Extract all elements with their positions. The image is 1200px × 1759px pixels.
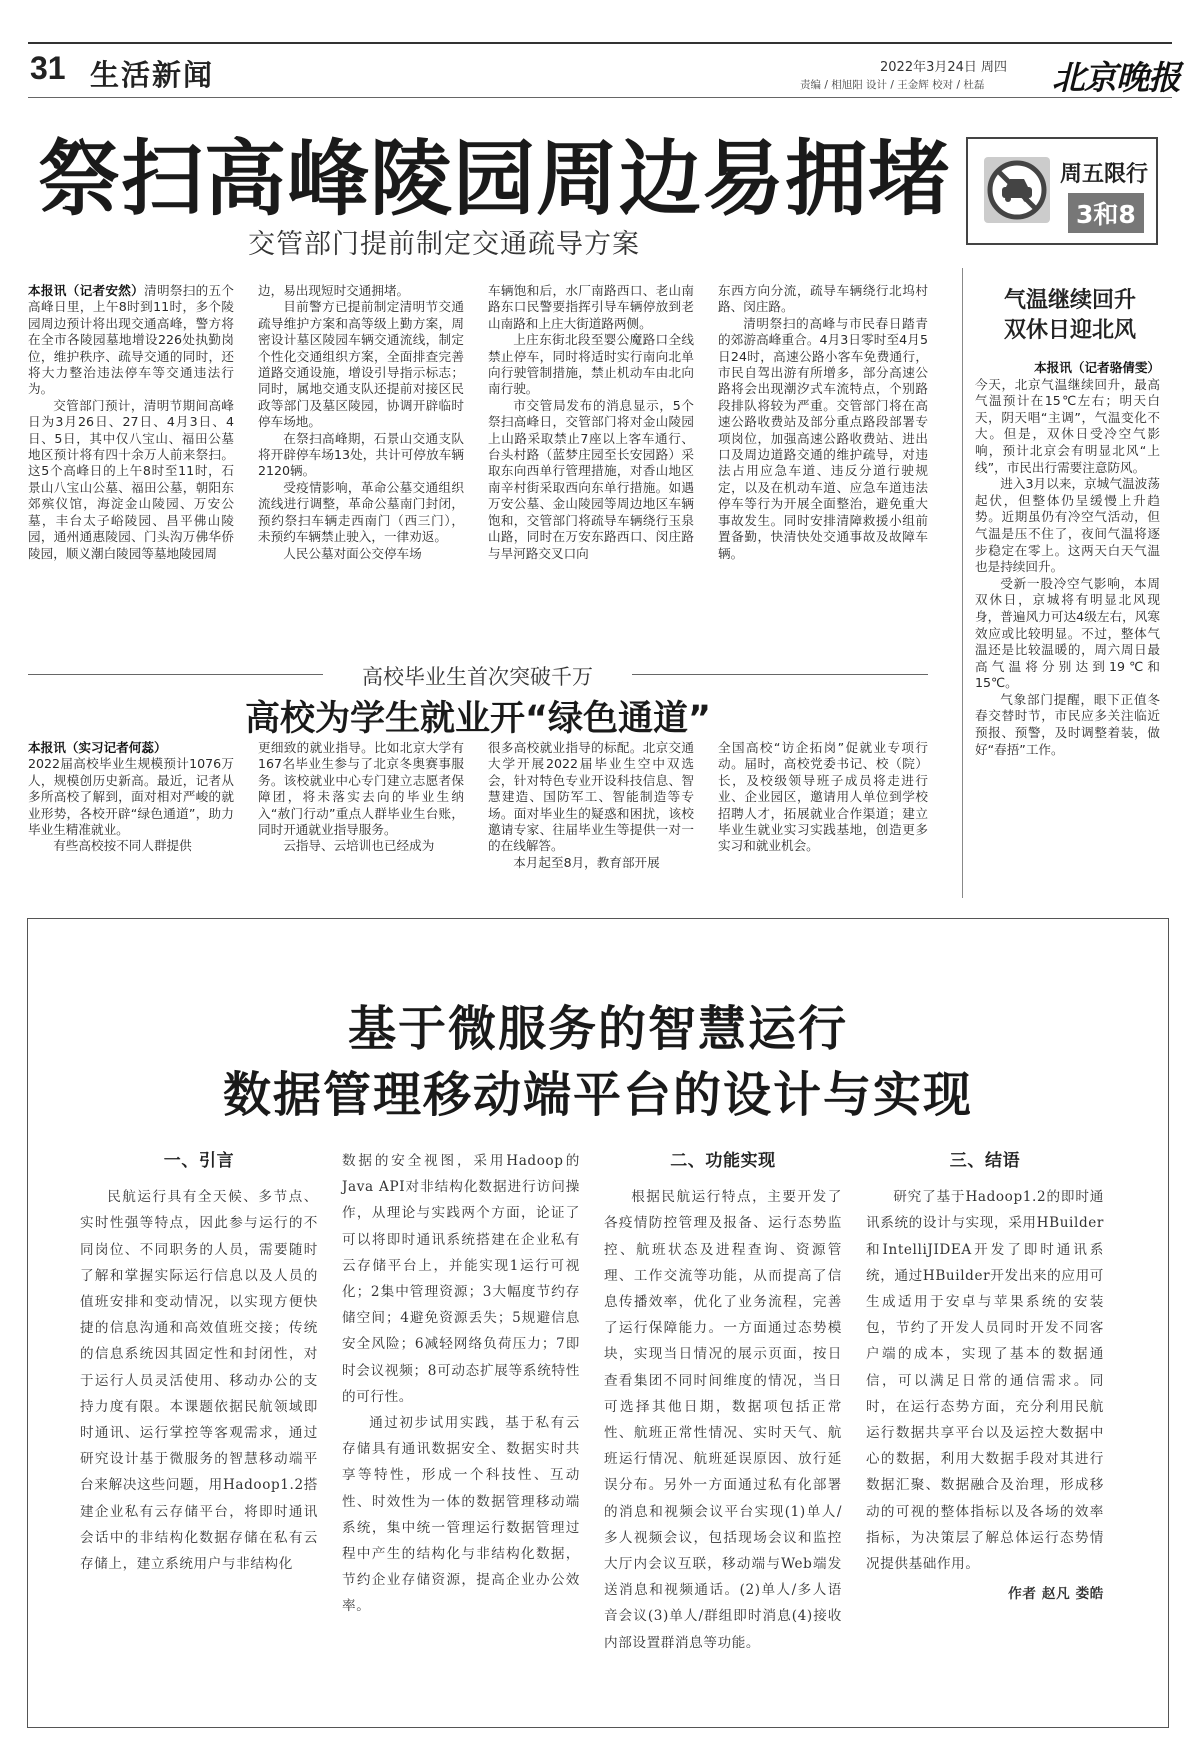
lead-paragraph: 车辆饱和后，水厂南路西口、老山南路东口民警要指挥引导车辆停放到老山南路和上庄大街道路两侧。 <box>488 283 694 331</box>
feature-column-2 <box>342 1148 580 1620</box>
function-heading: 二、功能实现 <box>670 1151 776 1171</box>
lead-paragraph: 人民公墓对面公交停车场 <box>283 545 422 561</box>
lead-paragraph: 东西方向分流，疏导车辆绕行北坞村路、闵庄路。 <box>718 283 928 315</box>
lead-paragraph: 上庄东街北段至婴公魔路口全线禁止停车，同时将适时实行南向北单向行驶管制措施，禁止机动车由北向南行驶。 <box>488 332 694 397</box>
restricted-car-icon <box>984 157 1050 223</box>
lead-paragraph: 交管部门预计，清明节期间高峰日为3月26日、27日、4月3日、4日、5日，其中仅八宝山、福田公墓地区预计将有四十余万人前来祭扫。这5个高峰日的上午8时至11时，石景山八宝山公墓、福田公墓，朝阳东郊殡仪馆，海淀金山陵园、万安公墓，丰台太子峪陵园、昌平佛山陵园，通州通惠陵园、门头沟万佛华侨陵园，顺义潮白陵园等墓地陵园周 <box>28 397 234 561</box>
traffic-restriction-box <box>966 137 1158 245</box>
grad-column-3 <box>488 740 694 871</box>
grad-byline: 本报讯（实习记者何蕊） <box>28 740 167 755</box>
grad-kicker-rule-right <box>632 674 928 675</box>
weather-paragraph: 进入3月以来，京城气温波荡起伏，但整体仍呈缓慢上升趋势。近期虽仍有冷空气活动，但气温是压不住了，夜间气温将逐步稳定在零上。这两天白天气温也是持续回升。 <box>975 476 1160 575</box>
weather-paragraph: 今天，北京气温继续回升，最高气温预计在15℃左右；明天白天，阴天唱“主调”，气温变化不大。但是，双休日受冷空气影响，预计北京会有明显北风“上线”，市民出行需要注意防风。 <box>975 376 1160 475</box>
grad-kicker-rule-left <box>28 674 323 675</box>
lead-paragraph: 受疫情影响，革命公墓交通组织流线进行调整，革命公墓南门封闭，预约祭扫车辆走西南门（西三门），未预约车辆禁止驶入，一律劝返。 <box>258 479 464 545</box>
weather-headline-2: 双休日迎北风 <box>1003 318 1136 343</box>
weather-byline: 本报讯（记者骆倩雯） <box>1034 360 1160 375</box>
feature-paragraph: 根据民航运行特点，主要开发了各疫情防控管理及报备、运行态势监控、航班状态及进程查询、资源管理、工作交流等功能，从而提高了信息传播效率，优化了业务流程，完善了运行保障能力。一方面通过态势模块，实现当日情况的展示页面，按日查看集团不同时间维度的情况，当日可选择其他日期，数据项包括正常性、航班正常性情况、实时天气、航班运行情况、航班延误原因、放行延误分布。另外一方面通过私有化部署的消息和视频会议平台实现(1)单人/多人视频会议，包括现场会议和监控大厅内会议互联，移动端与Web端发送消息和视频通话。(2)单人/多人语音会议(3)单人/群组即时消息(4)接收内部设置群消息等功能。 <box>604 1189 842 1651</box>
grad-paragraph: 全国高校“访企拓岗”促就业专项行动。届时，高校党委书记、校（院）长，及校级领导班子成员将走进行业、企业园区，邀请用人单位到学校招聘人才，拓展就业合作渠道；建立毕业生就业实习实践基地，创造更多实习和就业机会。 <box>718 740 928 854</box>
lead-subhead: 交管部门提前制定交通疏导方案 <box>248 229 640 260</box>
lead-paragraph: 边，易出现短时交通拥堵。 <box>258 283 410 298</box>
weather-paragraph: 气象部门提醒，眼下正值冬春交替时节，市民应多关注临近预报、预警，及时调整着装，做好“春捂”工作。 <box>975 691 1160 757</box>
lead-column-4 <box>718 283 928 562</box>
lead-column-3 <box>488 283 694 562</box>
issue-date: 2022年3月24日 周四 <box>880 60 1008 75</box>
weather-paragraph: 受新一股冷空气影响，本周双休日，京城将有明显北风现身，普遍风力可达4级左右，风寒效应或比较明显。不过，整体气温还是比较温暖的，周六周日最高气温将分别达到19℃和15℃。 <box>975 575 1160 691</box>
staff-credits: 责编 / 相旭阳 设计 / 王金辉 校对 / 杜磊 <box>800 79 985 91</box>
lead-headline: 祭扫高峰陵园周边易拥堵 <box>38 132 952 227</box>
grad-headline: 高校为学生就业开“绿色通道” <box>244 699 711 739</box>
conclusion-heading: 三、结语 <box>949 1151 1021 1171</box>
lead-paragraph: 清明祭扫的高峰与市民春日踏青的郊游高峰重合。4月3日零时至4月5日24时，高速公路小客车免费通行，市民自驾出游有所增多，部分高速公路将会出现潮汐式车流特点，个别路段排队将较为严重。交管部门将在高速公路收费站及部分重点路段部署专项岗位，加强高速公路收费站、进出口及周边道路交通的维护疏导，对违法占用应急车道、违反分道行驶规定，以及在机动车道、应急车道违法停车等行为开展全面整治，避免重大事故发生。同时安排清障救援小组前置备勤，快清快处交通事故及故障车辆。 <box>718 315 928 561</box>
newspaper-logo: 北京晚报 <box>1052 58 1180 97</box>
restriction-numbers: 3和8 <box>1068 193 1144 233</box>
lead-column-1 <box>28 283 234 562</box>
grad-paragraph: 2022届高校毕业生规模预计1076万人，规模创历史新高。最近，记者从多所高校了解到，面对相对严峻的就业形势，各校开辟“绿色通道”，助力毕业生精准就业。 <box>28 756 234 838</box>
restriction-title: 周五限行 <box>1060 162 1149 187</box>
feature-column-1 <box>80 1148 318 1577</box>
feature-paragraph: 通过初步试用实践，基于私有云存储具有通讯数据安全、数据实时共享等特性，形成一个科技性、互动性、时效性为一体的数据管理移动端系统，集中统一管理运行数据管理过程中产生的结构化与非结构化数据，节约企业存储资源，提高企业办公效率。 <box>342 1415 580 1615</box>
grad-paragraph: 很多高校就业指导的标配。北京交通大学开展2022届毕业生空中双选会，针对特色专业开设科技信息、智慧建造、国防军工、智能制造等专场。面对毕业生的疑惑和困扰，该校邀请专家、往届毕业生等提供一对一的在线解答。 <box>488 740 694 854</box>
feature-paragraph: 民航运行具有全天候、多节点、实时性强等特点，因此参与运行的不同岗位、不同职务的人员，需要随时了解和掌握实际运行信息以及人员的值班安排和变动情况，以实现方便快捷的信息沟通和高效值班交接；传统的信息系统因其固定性和封闭性，对于运行人员灵活使用、移动办公的支持力度有限。本课题依据民航领域即时通讯、运行掌控等客观需求，通过研究设计基于微服务的智慧移动端平台来解决这些问题，用Hadoop1.2搭建企业私有云存储平台，将即时通讯会话中的非结构化数据存储在私有云存储上，建立系统用户与非结构化 <box>80 1189 318 1573</box>
weather-divider <box>962 268 963 898</box>
feature-column-3 <box>604 1148 842 1656</box>
section-name: 生活新闻 <box>90 58 215 92</box>
grad-column-2 <box>258 740 464 855</box>
grad-paragraph: 云指导、云培训也已经成为 <box>283 838 435 854</box>
lead-paragraph: 市交管局发布的消息显示，5个祭扫高峰日，交管部门将对金山陵园上山路采取禁止7座以上客车通行、台头村路（蓝梦庄园至长安园路）采取东向西单行管理措施，对香山地区南辛村街采取西向东单行措施。如遇万安公墓、金山陵园等周边地区车辆饱和，交管部门将疏导车辆绕行玉泉山路，同时在万安东路西口、闵庄路与旱河路交叉口向 <box>488 397 694 561</box>
feature-paragraph: 研究了基于Hadoop1.2的即时通讯系统的设计与实现，采用HBuilder和IntelliJIDEA开发了即时通讯系统，通过HBuilder开发出来的应用可生成适用于安卓与苹果系统的安装包，节约了开发人员同时开发不同客户端的成本，实现了基本的数据通信，可以满足日常的通信需求。同时，在运行态势方面，充分利用民航运行数据共享平台以及运控大数据中心的数据，利用大数据手段对其进行数据汇聚、数据融合及治理，形成移动的可视的整体指标以及各场的效率指标，为决策层了解总体运行态势情况提供基础作用。 <box>866 1189 1104 1573</box>
feature-author: 作者 赵凡 娄皓 <box>1008 1586 1104 1603</box>
lead-paragraph: 清明祭扫的五个高峰日里，上午8时到11时，多个陵园周边预计将出现交通高峰，警方将在全市各陵园墓地增设226处执勤岗位，维护秩序、疏导交通的同时，还将大力整治违法停车等交通违法行为。 <box>28 283 235 397</box>
lead-byline: 本报讯（记者安然） <box>28 283 145 298</box>
feature-paragraph: 数据的安全视图，采用Hadoop的Java API对非结构化数据进行访问操作，从理论与实践两个方面，论证了可以将即时通讯系统搭建在企业私有云存储平台上，并能实现1运行可视化；2集中管理资源；3大幅度节约存储空间；4避免资源丢失；5规避信息安全风险；6减轻网络负荷压力；7即时会议视频；8可动态扩展等系统特性的可行性。 <box>342 1153 580 1405</box>
weather-headline-1: 气温继续回升 <box>1003 288 1136 313</box>
page-number: 31 <box>30 50 66 86</box>
grad-paragraph: 更细致的就业指导。比如北京大学有167名毕业生参与了北京冬奥赛事服务。该校就业中心专门建立志愿者保障团，将未落实去向的毕业生纳入“赦门行动”重点人群毕业生台账，同时开通就业指导服务。 <box>258 740 464 838</box>
grad-paragraph: 有些高校按不同人群提供 <box>53 838 192 854</box>
feature-title-line-2: 数据管理移动端平台的设计与实现 <box>222 1067 973 1123</box>
grad-column-4 <box>718 740 928 855</box>
lead-column-2 <box>258 283 464 562</box>
feature-title-line-1: 基于微服务的智慧运行 <box>347 1001 848 1057</box>
grad-paragraph: 本月起至8月，教育部开展 <box>513 854 660 870</box>
feature-column-4 <box>866 1148 1104 1607</box>
grad-column-1 <box>28 740 234 855</box>
intro-heading: 一、引言 <box>163 1151 235 1171</box>
lead-paragraph: 在祭扫高峰期，石景山交通支队将开辟停车场13处，共计可停放车辆2120辆。 <box>258 430 464 479</box>
grad-kicker: 高校毕业生首次突破千万 <box>362 665 593 689</box>
lead-paragraph: 目前警方已提前制定清明节交通疏导维护方案和高等级上勤方案，周密设计墓区陵园车辆交通流线，制定个性化交通组织方案，全面排查完善道路交通设施，增设引导指示标志；同时，属地交通支队还提前对接区民政等部门及墓区陵园，协调开辟临时停车场地。 <box>258 299 464 430</box>
weather-column <box>975 360 1160 758</box>
